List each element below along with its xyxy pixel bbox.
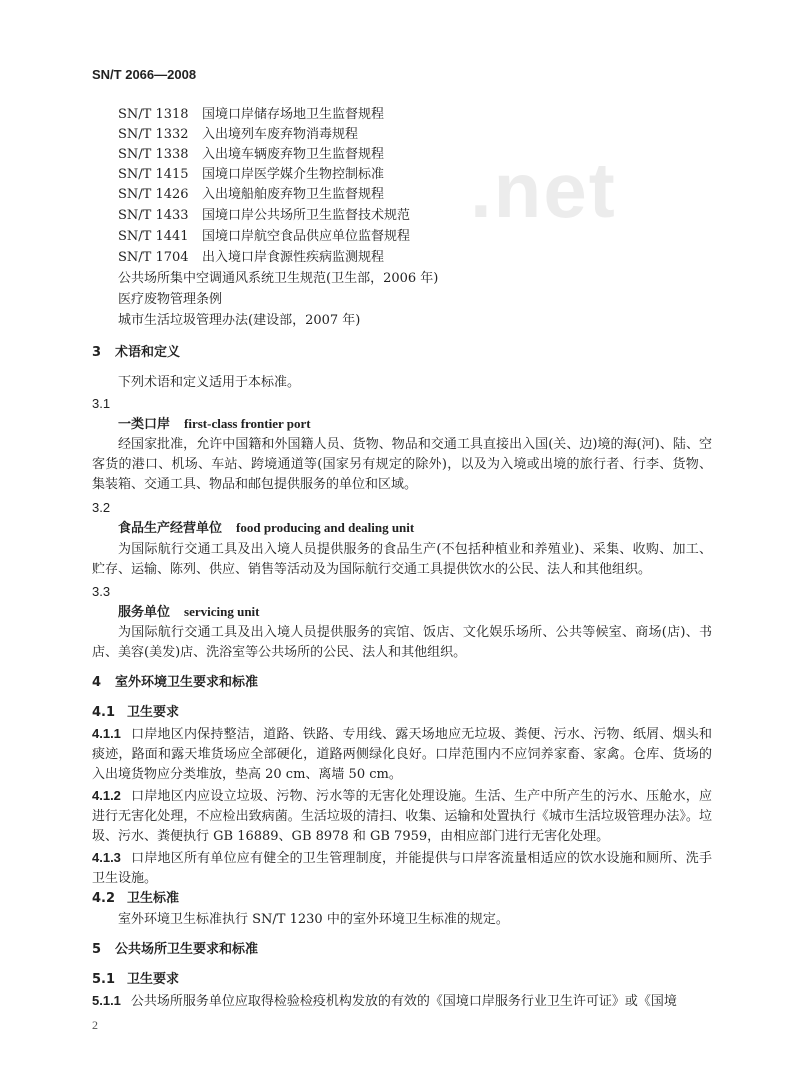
subsection-heading: 5.1 卫生要求 <box>92 972 180 987</box>
reference-item: SN/T 1704 出入境口岸食源性疾病监测规程 <box>118 250 385 265</box>
term-title: 食品生产经营单位 food producing and dealing unit <box>118 520 415 536</box>
section-heading: 4 室外环境卫生要求和标准 <box>92 675 259 690</box>
subsection-heading: 4.2 卫生标准 <box>92 891 180 906</box>
page-number: 2 <box>92 1018 98 1032</box>
term-definition: 为国际航行交通工具及出入境人员提供服务的宾馆、饭店、文化娱乐场所、公共等候室、商场(店)、书店、美容(美发)店、洗浴室等公共场所的公民、法人和其他组织。 <box>92 625 712 660</box>
reference-item: SN/T 1332 入出境列车废弃物消毒规程 <box>118 127 359 142</box>
term-title: 一类口岸 first-class frontier port <box>118 416 311 432</box>
term-number: 3.3 <box>92 584 111 599</box>
clause-text: 室外环境卫生标准执行 SN/T 1230 中的室外环境卫生标准的规定。 <box>118 912 509 927</box>
reference-item: SN/T 1433 国境口岸公共场所卫生监督技术规范 <box>118 208 411 223</box>
reference-item: 城市生活垃圾管理办法(建设部，2007 年) <box>118 313 361 328</box>
subsection-heading: 4.1 卫生要求 <box>92 705 180 720</box>
term-number: 3.2 <box>92 500 111 515</box>
section-heading: 3 术语和定义 <box>92 345 181 360</box>
section-heading: 5 公共场所卫生要求和标准 <box>92 942 259 957</box>
reference-item: SN/T 1338 入出境车辆废弃物卫生监督规程 <box>118 147 385 162</box>
term-title: 服务单位 servicing unit <box>118 604 260 620</box>
reference-item: SN/T 1441 国境口岸航空食品供应单位监督规程 <box>118 229 411 244</box>
standard-header: SN/T 2066—2008 <box>92 67 197 82</box>
clause: 5.1.1 公共场所服务单位应取得检验检疫机构发放的有效的《国境口岸服务行业卫生许可证》或《国境 <box>92 993 677 1009</box>
clause: 4.1.3 口岸地区所有单位应有健全的卫生管理制度，并能提供与口岸客流量相适应的饮水设施和厕所、洗手卫生设施。 <box>92 850 712 886</box>
section-intro: 下列术语和定义适用于本标准。 <box>118 375 301 390</box>
clause: 4.1.2 口岸地区内应设立垃圾、污物、污水等的无害化处理设施。生活、生产中所产生的污水、压舱水，应进行无害化处理，不应检出致病菌。生活垃圾的清扫、收集、运输和处置执行《城市生活垃圾管理办法》。垃圾、污水、粪便执行 GB 16889、GB 8978 和 GB 7959，由相应部门进行无害化处理。 <box>92 788 712 844</box>
reference-item: SN/T 1415 国境口岸医学媒介生物控制标准 <box>118 167 385 182</box>
watermark: .net <box>470 146 617 234</box>
reference-item: SN/T 1426 入出境船舶废弃物卫生监督规程 <box>118 187 385 202</box>
reference-item: 医疗废物管理条例 <box>118 292 223 307</box>
clause: 4.1.1 口岸地区内保持整洁，道路、铁路、专用线、露天场地应无垃圾、粪便、污水、污物、纸屑、烟头和痰迹，路面和露天堆货场应全部硬化，道路两侧绿化良好。口岸范围内不应饲养家畜、家禽。仓库、货场的入出境货物应分类堆放，垫高 20 cm、离墙 50 cm。 <box>92 726 712 782</box>
term-definition: 经国家批准，允许中国籍和外国籍人员、货物、物品和交通工具直接出入国(关、边)境的海(河)、陆、空客货的港口、机场、车站、跨境通道等(国家另有规定的除外)，以及为入境或出境的旅行者、行李、货物、集装箱、交通工具、物品和邮包提供服务的单位和区域。 <box>92 437 712 492</box>
term-definition: 为国际航行交通工具及出入境人员提供服务的食品生产(不包括种植业和养殖业)、采集、收购、加工、贮存、运输、陈列、供应、销售等活动及为国际航行交通工具提供饮水的公民、法人和其他组织。 <box>92 542 712 577</box>
term-number: 3.1 <box>92 396 111 411</box>
reference-item: SN/T 1318 国境口岸储存场地卫生监督规程 <box>118 107 385 122</box>
reference-item: 公共场所集中空调通风系统卫生规范(卫生部，2006 年) <box>118 271 439 286</box>
